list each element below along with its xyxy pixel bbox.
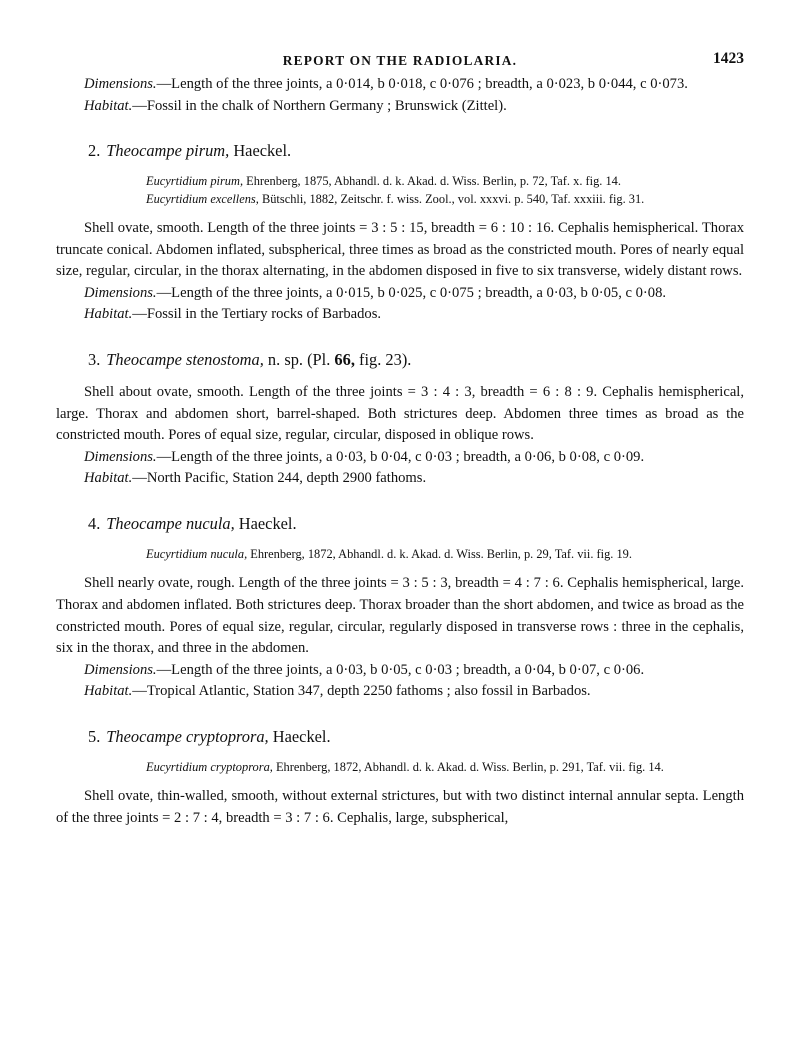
page-header	[56, 44, 744, 74]
synonym-reference: Ehrenberg, 1872, Abhandl. d. k. Akad. d. Wiss. Berlin, p. 29, Taf. vii. fig. 19.	[250, 546, 632, 561]
species-name: Theocampe nucula,	[106, 513, 235, 533]
synonym-reference: Ehrenberg, 1872, Abhandl. d. k. Akad. d. Wiss. Berlin, p. 291, Taf. vii. fig. 14.	[275, 759, 664, 774]
species-number: 5.	[88, 726, 101, 746]
plate-number: 66,	[334, 349, 355, 369]
habitat-label: Habitat.	[84, 470, 133, 487]
synonym-name: Eucyrtidium pirum,	[146, 174, 244, 189]
species-description: Shell nearly ovate, rough. Length of the three joints = 3 : 5 : 3, breadth = 4 : 7 : 6. Cephalis hemispherical, large. Thorax and abdomen inflated. Both strictures deep. Thorax broader than the short abdomen, and twice as broad as the constricted mouth. Pores of equal size, regular, circular, regularly disposed in transverse rows : three in the cephalis, six in the thorax, and three in the abdomen.	[56, 575, 744, 657]
dimensions-text: —Length of the three joints, a 0·015, b 0·025, c 0·075 ; breadth, a 0·03, b 0·05, c 0·08.	[156, 284, 667, 301]
species-author: Haeckel.	[238, 513, 297, 533]
species-heading-3	[56, 348, 744, 372]
synonym-entry	[146, 546, 744, 563]
species-author: Haeckel.	[272, 726, 331, 746]
synonym-name: Eucyrtidium cryptoprora,	[146, 759, 273, 774]
synonym-name: Eucyrtidium nucula,	[146, 546, 248, 561]
dimensions-label: Dimensions.	[84, 284, 157, 301]
synonym-list	[56, 173, 744, 208]
species-dimensions	[56, 447, 744, 469]
species-description: Shell ovate, thin-walled, smooth, without external strictures, but with two distinct internal annular septa. Length of the three joints = 2 : 7 : 4, breadth = 3 : 7 : 6. Cephalis, large, subspherical,	[56, 788, 744, 826]
habitat-label: Habitat.	[84, 683, 133, 700]
synonym-entry	[146, 191, 744, 208]
synonym-reference: Bütschli, 1882, Zeitschr. f. wiss. Zool., vol. xxxvi. p. 540, Taf. xxxiii. fig. 31.	[261, 191, 645, 206]
species-dimensions	[56, 660, 744, 682]
synonym-entry	[146, 173, 744, 190]
dimensions-text: —Length of the three joints, a 0·014, b 0·018, c 0·076 ; breadth, a 0·023, b 0·044, c 0·073.	[156, 76, 688, 92]
dimensions-text: —Length of the three joints, a 0·03, b 0·05, c 0·03 ; breadth, a 0·04, b 0·07, c 0·06.	[156, 661, 645, 678]
synonym-name: Eucyrtidium excellens,	[146, 191, 259, 206]
species-author: Haeckel.	[233, 141, 292, 161]
species-name: Theocampe pirum,	[106, 141, 230, 161]
species-number: 2.	[88, 141, 101, 161]
dimensions-label: Dimensions.	[84, 661, 157, 678]
species-dimensions	[56, 283, 744, 305]
dimensions-label: Dimensions.	[84, 76, 157, 92]
synonym-entry	[146, 759, 744, 776]
page-number: 1423	[713, 50, 744, 67]
species-habitat	[56, 681, 744, 703]
species-habitat	[56, 468, 744, 490]
habitat-text: —North Pacific, Station 244, depth 2900 fathoms.	[132, 470, 427, 487]
page	[56, 44, 744, 830]
species-number: 4.	[88, 513, 101, 533]
dimensions-label: Dimensions.	[84, 448, 157, 465]
species-number: 3.	[88, 349, 101, 369]
species-description: Shell ovate, smooth. Length of the three joints = 3 : 5 : 15, breadth = 6 : 10 : 16. Cephalis hemispherical. Thorax truncate conical. Abdomen inflated, subspherical, three times as broad as the constricted mouth. Pores of nearly equal size, regular, circular, in the thorax alternating, in the abdomen disposed in five to six transverse, widely distant rows.	[56, 220, 744, 280]
synonym-list	[56, 546, 744, 563]
habitat-text: —Tropical Atlantic, Station 347, depth 2250 fathoms ; also fossil in Barbados.	[132, 683, 591, 700]
species-author: n. sp. (Pl.	[267, 349, 331, 369]
habitat-text: —Fossil in the Tertiary rocks of Barbados.	[132, 306, 382, 323]
habitat-text: —Fossil in the chalk of Northern Germany ; Brunswick (Zittel).	[132, 97, 507, 114]
species-name: Theocampe cryptoprora,	[106, 726, 269, 746]
dimensions-text: —Length of the three joints, a 0·03, b 0·04, c 0·03 ; breadth, a 0·06, b 0·08, c 0·09.	[156, 448, 645, 465]
running-title: REPORT ON THE RADIOLARIA.	[282, 53, 518, 68]
intro-habitat	[56, 96, 744, 118]
habitat-label: Habitat.	[84, 306, 133, 323]
species-heading-2	[56, 139, 744, 163]
species-heading-5	[56, 725, 744, 749]
species-habitat	[56, 304, 744, 326]
species-description: Shell about ovate, smooth. Length of the three joints = 3 : 4 : 3, breadth = 6 : 8 : 9. Cephalis hemispherical, large. Thorax and abdomen short, barrel-shaped. Both strictures deep. Abdomen three times as broad as the constricted mouth. Pores of equal size, regular, circular, disposed in oblique rows.	[56, 383, 744, 444]
synonym-list	[56, 759, 744, 776]
synonym-reference: Ehrenberg, 1875, Abhandl. d. k. Akad. d. Wiss. Berlin, p. 72, Taf. x. fig. 14.	[246, 174, 621, 189]
species-name: Theocampe stenostoma,	[106, 349, 264, 369]
intro-dimensions	[56, 74, 744, 96]
figure-reference: fig. 23).	[359, 349, 412, 369]
species-heading-4	[56, 512, 744, 536]
habitat-label: Habitat.	[84, 97, 133, 114]
